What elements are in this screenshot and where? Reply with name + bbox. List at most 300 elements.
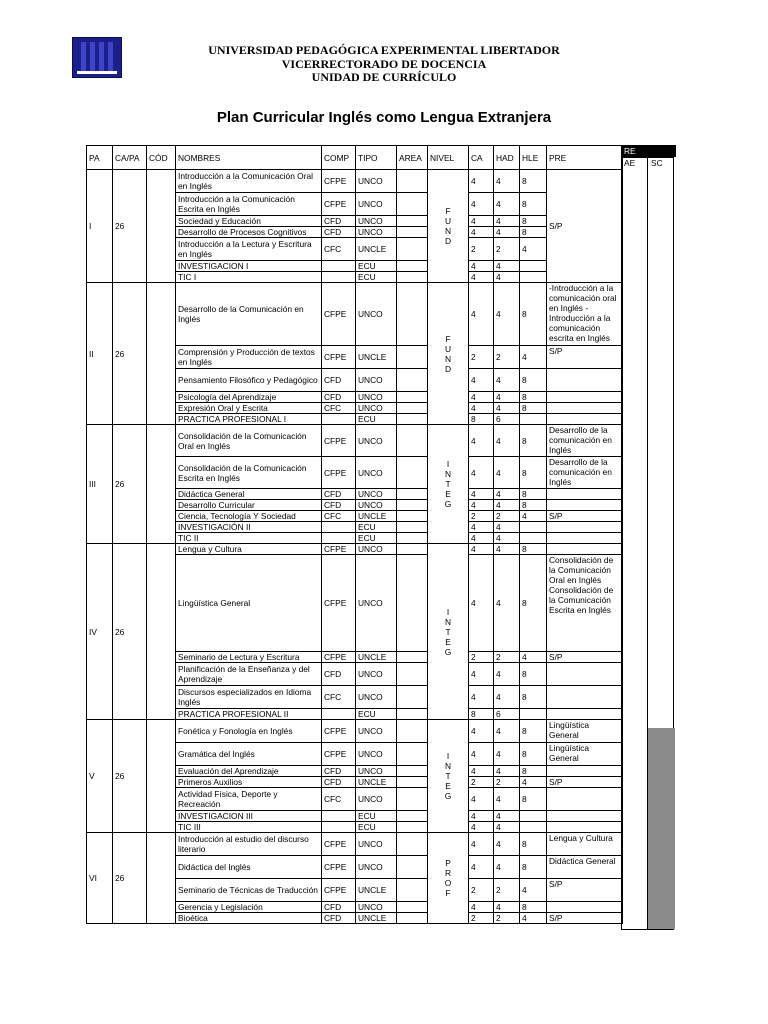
cell-area <box>397 555 428 652</box>
cell-tipo: UNCLE <box>356 238 397 261</box>
cell-nivel <box>428 720 469 833</box>
cell-nivel <box>428 170 469 283</box>
cell-tipo: UNCO <box>356 283 397 346</box>
nivel-label: F U N D <box>444 333 452 374</box>
cell-area <box>397 879 428 902</box>
cell-hle: 8 <box>520 216 547 227</box>
nivel-label: I N T E G <box>444 459 452 509</box>
cell-comp: CFPE <box>322 425 356 457</box>
cell-pre: Didáctica General <box>547 856 623 879</box>
cell-ca: 2 <box>469 511 494 522</box>
page-title: Plan Curricular Inglés como Lengua Extranjera <box>216 109 552 126</box>
cell-capa: 26 <box>113 425 147 544</box>
cell-tipo: UNCO <box>356 425 397 457</box>
cell-hle <box>520 811 547 822</box>
cell-had: 4 <box>494 522 520 533</box>
cell-comp: CFPE <box>322 720 356 743</box>
cell-area <box>397 193 428 216</box>
cell-ca: 4 <box>469 720 494 743</box>
cell-had: 6 <box>494 709 520 720</box>
cell-comp: CFD <box>322 913 356 924</box>
cell-pre <box>547 788 623 811</box>
cell-area <box>397 392 428 403</box>
cell-had: 2 <box>494 777 520 788</box>
cell-hle <box>520 272 547 283</box>
cell-nombre: Pensamiento Filosófico y Pedagógico <box>176 369 322 392</box>
col-header-cod: CÓD <box>147 146 176 170</box>
cell-area <box>397 489 428 500</box>
cell-area <box>397 216 428 227</box>
cell-area <box>397 652 428 663</box>
cell-ca: 4 <box>469 663 494 686</box>
cell-tipo: ECU <box>356 533 397 544</box>
cell-tipo: UNCO <box>356 856 397 879</box>
cell-comp <box>322 811 356 822</box>
col-header-re: RE <box>621 145 676 157</box>
cell-nombre: Introducción a la Comunicación Oral en Inglés <box>176 170 322 193</box>
cell-comp: CFPE <box>322 879 356 902</box>
cell-hle: 8 <box>520 457 547 489</box>
curriculum-table <box>86 145 623 924</box>
cell-nombre: Ciencia, Tecnología Y Sociedad <box>176 511 322 522</box>
cell-pa: II <box>87 283 113 425</box>
col-header-hle: HLE <box>520 146 547 170</box>
cell-ca: 4 <box>469 425 494 457</box>
cell-pre <box>547 544 623 555</box>
cell-comp <box>322 414 356 425</box>
cell-pre <box>547 500 623 511</box>
cell-comp: CFC <box>322 403 356 414</box>
cell-ca: 4 <box>469 555 494 652</box>
cell-ca: 4 <box>469 902 494 913</box>
cell-tipo: UNCO <box>356 743 397 766</box>
cell-nombre: PRACTICA PROFESIONAL II <box>176 709 322 720</box>
cell-pre: Consolidación de la Comunicación Oral en Inglés Consolidación de la Comunicación Escrita en Inglés <box>547 555 623 652</box>
cell-had: 2 <box>494 346 520 369</box>
cell-hle <box>520 709 547 720</box>
cell-tipo: ECU <box>356 811 397 822</box>
cell-had: 4 <box>494 500 520 511</box>
cell-area <box>397 346 428 369</box>
table-row <box>87 720 623 743</box>
table-row <box>87 283 623 346</box>
cell-nombre: Consolidación de la Comunicación Oral en Inglés <box>176 425 322 457</box>
cell-comp: CFPE <box>322 856 356 879</box>
cell-hle: 8 <box>520 663 547 686</box>
cell-ca: 4 <box>469 766 494 777</box>
cell-nombre: Consolidación de la Comunicación Escrita en Inglés <box>176 457 322 489</box>
cell-nombre: Actividad Física, Deporte y Recreación <box>176 788 322 811</box>
cell-nombre: Didáctica del Inglés <box>176 856 322 879</box>
cell-area <box>397 425 428 457</box>
cell-had: 2 <box>494 511 520 522</box>
cell-comp: CFPE <box>322 283 356 346</box>
cell-hle: 8 <box>520 555 547 652</box>
cell-ca: 4 <box>469 686 494 709</box>
table-row <box>87 544 623 555</box>
col-header-had: HAD <box>494 146 520 170</box>
col-header-nivel: NIVEL <box>428 146 469 170</box>
cell-area <box>397 170 428 193</box>
cell-comp <box>322 709 356 720</box>
cell-had: 4 <box>494 811 520 822</box>
cell-comp: CFC <box>322 686 356 709</box>
cell-nivel <box>428 833 469 924</box>
cell-comp: CFC <box>322 238 356 261</box>
cell-pre <box>547 663 623 686</box>
cell-tipo: ECU <box>356 261 397 272</box>
cell-tipo: UNCO <box>356 403 397 414</box>
cell-nombre: INVESTIGACION III <box>176 811 322 822</box>
cell-had: 4 <box>494 170 520 193</box>
cell-had: 4 <box>494 743 520 766</box>
cell-cod <box>147 283 176 425</box>
cell-hle <box>520 261 547 272</box>
cell-tipo: ECU <box>356 414 397 425</box>
cell-comp: CFD <box>322 489 356 500</box>
cell-nombre: INVESTIGACION I <box>176 261 322 272</box>
cell-pa: IV <box>87 544 113 720</box>
nivel-label: F U N D <box>444 206 452 246</box>
cell-pre: S/P <box>547 346 623 369</box>
cell-nombre: Sociedad y Educación <box>176 216 322 227</box>
cell-cod <box>147 425 176 544</box>
cell-area <box>397 709 428 720</box>
cell-comp: CFPE <box>322 544 356 555</box>
cell-nombre: Introducción al estudio del discurso literario <box>176 833 322 856</box>
cell-hle <box>520 533 547 544</box>
col-header-comp: COMP <box>322 146 356 170</box>
cell-area <box>397 856 428 879</box>
cell-area <box>397 511 428 522</box>
cell-comp: CFD <box>322 216 356 227</box>
cell-hle: 8 <box>520 720 547 743</box>
cell-area <box>397 686 428 709</box>
table-row <box>87 170 623 193</box>
col-header-ae: AE <box>624 158 636 168</box>
cell-area <box>397 544 428 555</box>
cell-tipo: UNCLE <box>356 777 397 788</box>
cell-pre: S/P <box>547 652 623 663</box>
cell-comp: CFD <box>322 766 356 777</box>
cell-tipo: UNCO <box>356 788 397 811</box>
cell-nombre: Desarrollo Curricular <box>176 500 322 511</box>
cell-capa: 26 <box>113 283 147 425</box>
cell-pa: V <box>87 720 113 833</box>
cell-comp: CFPE <box>322 193 356 216</box>
cell-had: 4 <box>494 283 520 346</box>
cell-had: 4 <box>494 856 520 879</box>
cell-comp: CFC <box>322 788 356 811</box>
cell-hle: 8 <box>520 227 547 238</box>
cell-ca: 4 <box>469 522 494 533</box>
cell-hle: 8 <box>520 788 547 811</box>
cell-area <box>397 522 428 533</box>
cell-hle: 8 <box>520 369 547 392</box>
cell-ca: 4 <box>469 193 494 216</box>
cell-had: 4 <box>494 720 520 743</box>
cell-ca: 4 <box>469 788 494 811</box>
cell-ca: 4 <box>469 457 494 489</box>
cell-nombre: Discursos especializados en Idioma Inglés <box>176 686 322 709</box>
nivel-label: I N T E G <box>444 606 452 657</box>
cell-area <box>397 720 428 743</box>
cell-tipo: UNCLE <box>356 913 397 924</box>
cell-pre: S/P <box>547 879 623 902</box>
cell-nombre: Seminario de Técnicas de Traducción <box>176 879 322 902</box>
cell-tipo: UNCO <box>356 369 397 392</box>
cell-hle: 4 <box>520 652 547 663</box>
cell-comp <box>322 261 356 272</box>
cell-had: 4 <box>494 686 520 709</box>
cell-tipo: UNCO <box>356 833 397 856</box>
cell-tipo: UNCLE <box>356 511 397 522</box>
cell-pre <box>547 414 623 425</box>
cell-hle: 4 <box>520 238 547 261</box>
cell-pre <box>547 766 623 777</box>
cell-ca: 4 <box>469 743 494 766</box>
cell-ca: 4 <box>469 500 494 511</box>
cell-had: 4 <box>494 822 520 833</box>
cell-capa: 26 <box>113 833 147 924</box>
col-header-area: AREA <box>397 146 428 170</box>
cell-ca: 2 <box>469 777 494 788</box>
cell-area <box>397 788 428 811</box>
col-header-tipo: TIPO <box>356 146 397 170</box>
col-header-nombres: NOMBRES <box>176 146 322 170</box>
cell-capa: 26 <box>113 720 147 833</box>
cell-pre: S/P <box>547 511 623 522</box>
cell-had: 4 <box>494 489 520 500</box>
cell-pre <box>547 403 623 414</box>
cell-nombre: TIC III <box>176 822 322 833</box>
cell-hle: 8 <box>520 403 547 414</box>
cell-nombre: TIC II <box>176 533 322 544</box>
cell-cod <box>147 170 176 283</box>
cell-pre: -Introducción a la comunicación oral en Inglés -Introducción a la comunicación escrita en Inglés <box>547 283 623 346</box>
cell-nivel <box>428 425 469 544</box>
cell-ca: 4 <box>469 544 494 555</box>
cell-hle: 8 <box>520 425 547 457</box>
cell-area <box>397 403 428 414</box>
cell-hle: 8 <box>520 489 547 500</box>
cell-had: 4 <box>494 833 520 856</box>
cell-hle: 8 <box>520 193 547 216</box>
document-header <box>0 44 768 85</box>
cell-nombre: Lengua y Cultura <box>176 544 322 555</box>
cell-nombre: Evaluación del Aprendizaje <box>176 766 322 777</box>
cell-tipo: UNCLE <box>356 346 397 369</box>
cell-tipo: UNCO <box>356 193 397 216</box>
cell-hle: 8 <box>520 500 547 511</box>
cell-hle: 8 <box>520 743 547 766</box>
cell-capa: 26 <box>113 170 147 283</box>
cell-nombre: Gerencia y Legislación <box>176 902 322 913</box>
cell-hle: 8 <box>520 856 547 879</box>
cell-pre <box>547 709 623 720</box>
cell-comp <box>322 822 356 833</box>
cell-had: 4 <box>494 425 520 457</box>
cell-ca: 2 <box>469 913 494 924</box>
cell-ca: 4 <box>469 811 494 822</box>
cell-nombre: Didáctica General <box>176 489 322 500</box>
cell-nombre: Bioética <box>176 913 322 924</box>
cell-hle: 8 <box>520 833 547 856</box>
cell-ca: 4 <box>469 833 494 856</box>
cell-pre <box>547 533 623 544</box>
cell-had: 4 <box>494 216 520 227</box>
ae-column <box>621 157 648 930</box>
cell-nombre: PRACTICA PROFESIONAL I <box>176 414 322 425</box>
cell-tipo: UNCO <box>356 227 397 238</box>
cell-pre: Desarrollo de la comunicación en Inglés <box>547 457 623 489</box>
header-university: UNIVERSIDAD PEDAGÓGICA EXPERIMENTAL LIBERTADOR <box>208 43 560 57</box>
cell-comp: CFPE <box>322 457 356 489</box>
col-header-sc: SC <box>651 158 663 168</box>
cell-had: 4 <box>494 544 520 555</box>
cell-comp: CFD <box>322 500 356 511</box>
re-columns <box>621 145 676 930</box>
cell-ca: 8 <box>469 414 494 425</box>
cell-nivel <box>428 544 469 720</box>
col-header-ca: CA <box>469 146 494 170</box>
cell-ca: 4 <box>469 272 494 283</box>
cell-tipo: UNCO <box>356 457 397 489</box>
cell-had: 2 <box>494 913 520 924</box>
cell-ca: 2 <box>469 879 494 902</box>
cell-hle: 8 <box>520 283 547 346</box>
cell-nombre: Expresión Oral y Escrita <box>176 403 322 414</box>
cell-had: 2 <box>494 652 520 663</box>
cell-nombre: Desarrollo de la Comunicación en Inglés <box>176 283 322 346</box>
cell-comp: CFC <box>322 511 356 522</box>
cell-tipo: ECU <box>356 272 397 283</box>
cell-area <box>397 533 428 544</box>
cell-had: 4 <box>494 193 520 216</box>
cell-had: 4 <box>494 788 520 811</box>
cell-area <box>397 743 428 766</box>
cell-had: 4 <box>494 392 520 403</box>
cell-area <box>397 414 428 425</box>
cell-tipo: UNCO <box>356 555 397 652</box>
cell-ca: 4 <box>469 489 494 500</box>
cell-hle <box>520 414 547 425</box>
cell-nombre: Seminario de Lectura y Escritura <box>176 652 322 663</box>
table-row <box>87 833 623 856</box>
cell-pre: S/P <box>547 777 623 788</box>
cell-area <box>397 822 428 833</box>
cell-had: 4 <box>494 533 520 544</box>
cell-nombre: Desarrollo de Procesos Cognitivos <box>176 227 322 238</box>
cell-tipo: ECU <box>356 709 397 720</box>
cell-ca: 4 <box>469 822 494 833</box>
cell-pre: S/P <box>547 913 623 924</box>
cell-nombre: Gramática del Inglés <box>176 743 322 766</box>
cell-hle: 8 <box>520 766 547 777</box>
cell-nombre: Lingüística General <box>176 555 322 652</box>
cell-had: 2 <box>494 879 520 902</box>
cell-capa: 26 <box>113 544 147 720</box>
cell-nombre: Psicología del Aprendizaje <box>176 392 322 403</box>
cell-area <box>397 833 428 856</box>
cell-area <box>397 902 428 913</box>
cell-pre <box>547 522 623 533</box>
cell-comp: CFD <box>322 663 356 686</box>
cell-tipo: UNCLE <box>356 652 397 663</box>
cell-ca: 4 <box>469 216 494 227</box>
cell-nombre: Comprensión y Producción de textos en Inglés <box>176 346 322 369</box>
cell-hle: 4 <box>520 879 547 902</box>
cell-comp <box>322 272 356 283</box>
cell-had: 4 <box>494 403 520 414</box>
cell-tipo: UNCO <box>356 489 397 500</box>
cell-had: 4 <box>494 902 520 913</box>
cell-comp: CFD <box>322 369 356 392</box>
cell-hle: 4 <box>520 346 547 369</box>
cell-ca: 2 <box>469 346 494 369</box>
cell-pre: Lingüística General <box>547 743 623 766</box>
cell-tipo: UNCO <box>356 500 397 511</box>
cell-comp <box>322 522 356 533</box>
cell-had: 4 <box>494 663 520 686</box>
table-row <box>87 425 623 457</box>
cell-pre <box>547 822 623 833</box>
cell-area <box>397 766 428 777</box>
cell-pa: III <box>87 425 113 544</box>
cell-comp <box>322 533 356 544</box>
cell-had: 4 <box>494 555 520 652</box>
cell-nombre: Planificación de la Enseñanza y del Aprendizaje <box>176 663 322 686</box>
col-header-capa: CA/PA <box>113 146 147 170</box>
cell-cod <box>147 720 176 833</box>
cell-ca: 4 <box>469 369 494 392</box>
cell-ca: 2 <box>469 238 494 261</box>
cell-pa: I <box>87 170 113 283</box>
cell-ca: 4 <box>469 170 494 193</box>
cell-comp: CFPE <box>322 833 356 856</box>
cell-tipo: UNCLE <box>356 879 397 902</box>
cell-area <box>397 811 428 822</box>
cell-had: 4 <box>494 369 520 392</box>
cell-pre <box>547 811 623 822</box>
cell-pre <box>547 392 623 403</box>
cell-had: 2 <box>494 238 520 261</box>
cell-pre: S/P <box>547 170 623 283</box>
cell-nombre: Introducción a la Comunicación Escrita en Inglés <box>176 193 322 216</box>
cell-area <box>397 500 428 511</box>
cell-hle: 4 <box>520 913 547 924</box>
cell-hle: 8 <box>520 392 547 403</box>
cell-had: 4 <box>494 261 520 272</box>
cell-nombre: TIC I <box>176 272 322 283</box>
cell-tipo: ECU <box>356 522 397 533</box>
cell-pre: Desarrollo de la comunicación en Inglés <box>547 425 623 457</box>
col-header-pre: PRE <box>547 146 623 170</box>
cell-area <box>397 238 428 261</box>
cell-pre: Lingüística General <box>547 720 623 743</box>
cell-ca: 4 <box>469 227 494 238</box>
cell-tipo: UNCO <box>356 686 397 709</box>
cell-hle <box>520 522 547 533</box>
cell-had: 4 <box>494 272 520 283</box>
cell-tipo: UNCO <box>356 902 397 913</box>
cell-tipo: UNCO <box>356 170 397 193</box>
cell-ca: 8 <box>469 709 494 720</box>
cell-pre <box>547 902 623 913</box>
nivel-label: P R O F <box>444 858 452 898</box>
cell-nivel <box>428 283 469 425</box>
cell-nombre: Fonética y Fonología en Inglés <box>176 720 322 743</box>
